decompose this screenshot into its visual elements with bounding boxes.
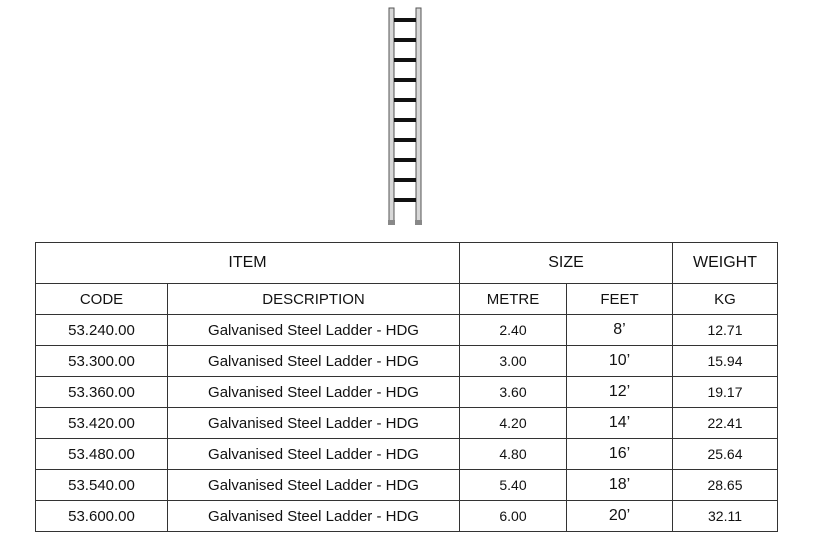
table-row (36, 315, 778, 346)
ladder-icon (380, 6, 430, 228)
metre-cell: 5.40 (460, 470, 567, 501)
description-cell: Galvanised Steel Ladder - HDG (168, 501, 460, 532)
kg-cell: 22.41 (673, 408, 778, 439)
kg-cell: 19.17 (673, 377, 778, 408)
feet-column-header: FEET (567, 284, 673, 315)
ladder-image (380, 6, 430, 228)
metre-cell: 3.00 (460, 346, 567, 377)
feet-cell: 20’ (567, 501, 673, 532)
table-row (36, 470, 778, 501)
table-group-header-row (36, 243, 778, 284)
description-cell: Galvanised Steel Ladder - HDG (168, 315, 460, 346)
table-column-header-row (36, 284, 778, 315)
feet-cell: 14’ (567, 408, 673, 439)
kg-cell: 15.94 (673, 346, 778, 377)
item-header: ITEM (36, 243, 460, 284)
table-row (36, 346, 778, 377)
description-cell: Galvanised Steel Ladder - HDG (168, 470, 460, 501)
code-cell: 53.420.00 (36, 408, 168, 439)
code-cell: 53.540.00 (36, 470, 168, 501)
code-cell: 53.360.00 (36, 377, 168, 408)
code-cell: 53.480.00 (36, 439, 168, 470)
table-row (36, 408, 778, 439)
table-row (36, 501, 778, 532)
metre-cell: 4.80 (460, 439, 567, 470)
metre-cell: 3.60 (460, 377, 567, 408)
description-cell: Galvanised Steel Ladder - HDG (168, 377, 460, 408)
feet-cell: 16’ (567, 439, 673, 470)
feet-cell: 8’ (567, 315, 673, 346)
kg-cell: 28.65 (673, 470, 778, 501)
description-cell: Galvanised Steel Ladder - HDG (168, 408, 460, 439)
kg-cell: 25.64 (673, 439, 778, 470)
kg-cell: 32.11 (673, 501, 778, 532)
table-row (36, 439, 778, 470)
code-column-header: CODE (36, 284, 168, 315)
kg-cell: 12.71 (673, 315, 778, 346)
feet-cell: 10’ (567, 346, 673, 377)
code-cell: 53.600.00 (36, 501, 168, 532)
feet-cell: 12’ (567, 377, 673, 408)
code-cell: 53.240.00 (36, 315, 168, 346)
size-header: SIZE (460, 243, 673, 284)
code-cell: 53.300.00 (36, 346, 168, 377)
description-column-header: DESCRIPTION (168, 284, 460, 315)
feet-cell: 18’ (567, 470, 673, 501)
description-cell: Galvanised Steel Ladder - HDG (168, 346, 460, 377)
metre-cell: 4.20 (460, 408, 567, 439)
metre-column-header: METRE (460, 284, 567, 315)
description-cell: Galvanised Steel Ladder - HDG (168, 439, 460, 470)
metre-cell: 2.40 (460, 315, 567, 346)
ladder-spec-table (35, 242, 778, 532)
kg-column-header: KG (673, 284, 778, 315)
metre-cell: 6.00 (460, 501, 567, 532)
weight-header: WEIGHT (673, 243, 778, 284)
table-row (36, 377, 778, 408)
